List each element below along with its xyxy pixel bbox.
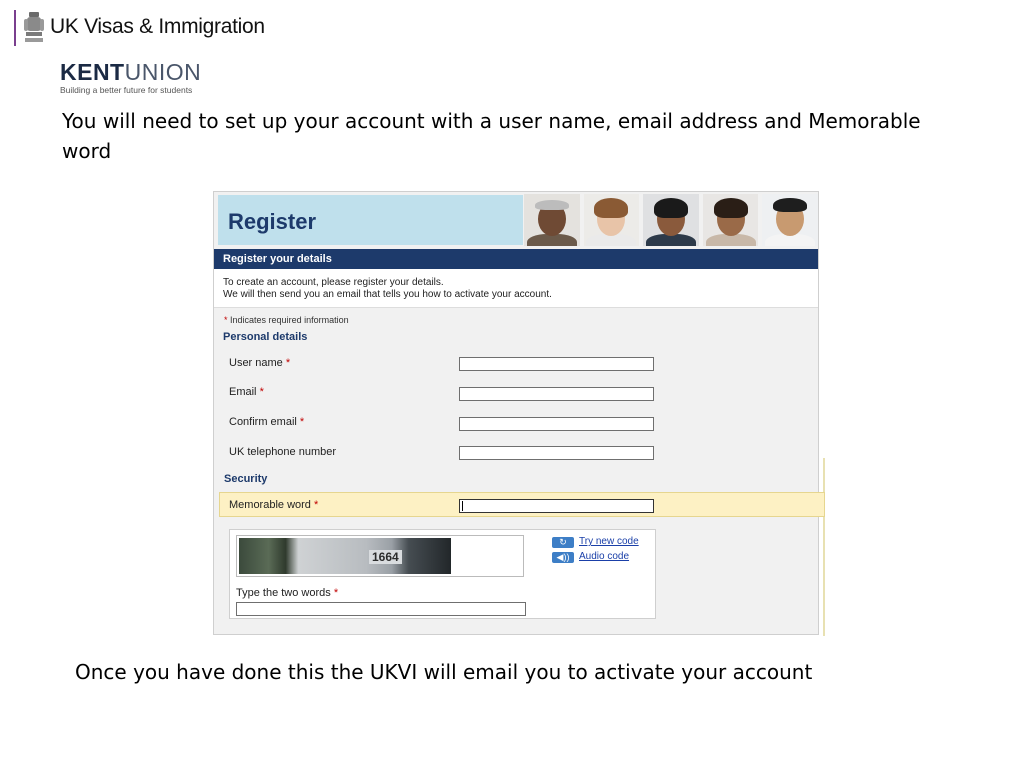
refresh-icon[interactable]: ↻ [552,537,574,548]
required-star: * [224,315,228,325]
portrait-photo-5 [762,194,818,246]
kent-union-wordmark-bold: KENT [60,59,125,85]
header-photo-strip [524,194,818,246]
confirm-email-label-text: Confirm email [229,416,297,428]
highlight-edge-line [823,458,825,636]
kent-union-wordmark [60,60,201,84]
confirm-email-label [229,416,304,428]
portrait-photo-2 [584,194,640,246]
register-title: Register [228,209,317,234]
kent-union-logo [60,60,201,95]
info-line-1: To create an account, please register your details. [223,277,444,288]
captcha-box [229,529,656,619]
royal-crest-icon [22,10,46,46]
kent-union-wordmark-light: UNION [124,59,202,85]
memorable-word-label [229,499,318,511]
email-label-text: Email [229,386,257,398]
try-new-code-link[interactable]: Try new code [579,536,639,547]
register-info-box [214,269,818,308]
username-label-text: User name [229,357,283,369]
phone-label: UK telephone number [229,446,337,458]
portrait-photo-4 [703,194,759,246]
register-details-bar-label: Register your details [223,253,332,265]
captcha-required-star: * [333,587,339,599]
captcha-answer-input[interactable] [236,602,526,616]
personal-details-heading: Personal details [223,331,308,343]
audio-code-link[interactable]: Audio code [579,551,630,562]
required-note-text: Indicates required information [230,315,349,325]
speaker-icon[interactable]: ◀)) [552,552,574,563]
email-input[interactable] [459,387,654,401]
memorable-word-required-star: * [313,499,319,511]
username-required-star: * [285,357,291,369]
ukvi-logo-bar [14,10,16,46]
captcha-number: 1664 [369,550,402,564]
ukvi-logo-text: UK Visas & Immigration [50,15,265,38]
captcha-answer-label-text: Type the two words [236,587,331,599]
username-input[interactable] [459,357,654,371]
slide-intro-text: You will need to set up your account with a user name, email address and Memorable word [62,109,921,163]
phone-input[interactable] [459,446,654,460]
email-required-star: * [259,386,264,398]
captcha-image-frame [236,535,524,577]
captcha-answer-label [236,587,338,599]
confirm-email-input[interactable] [459,417,654,431]
register-header [218,195,523,245]
confirm-email-required-star: * [299,416,305,428]
required-note [224,315,349,325]
memorable-word-label-text: Memorable word [229,499,311,511]
email-label [229,386,264,398]
username-label [229,357,290,369]
text-cursor [462,501,463,511]
captcha-image [239,538,451,574]
portrait-photo-3 [643,194,699,246]
register-details-bar [214,249,818,269]
kent-union-tagline: Building a better future for students [60,85,193,95]
memorable-word-input[interactable] [459,499,654,513]
security-heading: Security [224,473,268,485]
info-line-2: We will then send you an email that tells you how to activate your account. [223,289,552,300]
slide-outro-text: Once you have done this the UKVI will email you to activate your account [75,660,813,684]
memorable-word-row [219,492,825,517]
portrait-photo-1 [524,194,580,246]
